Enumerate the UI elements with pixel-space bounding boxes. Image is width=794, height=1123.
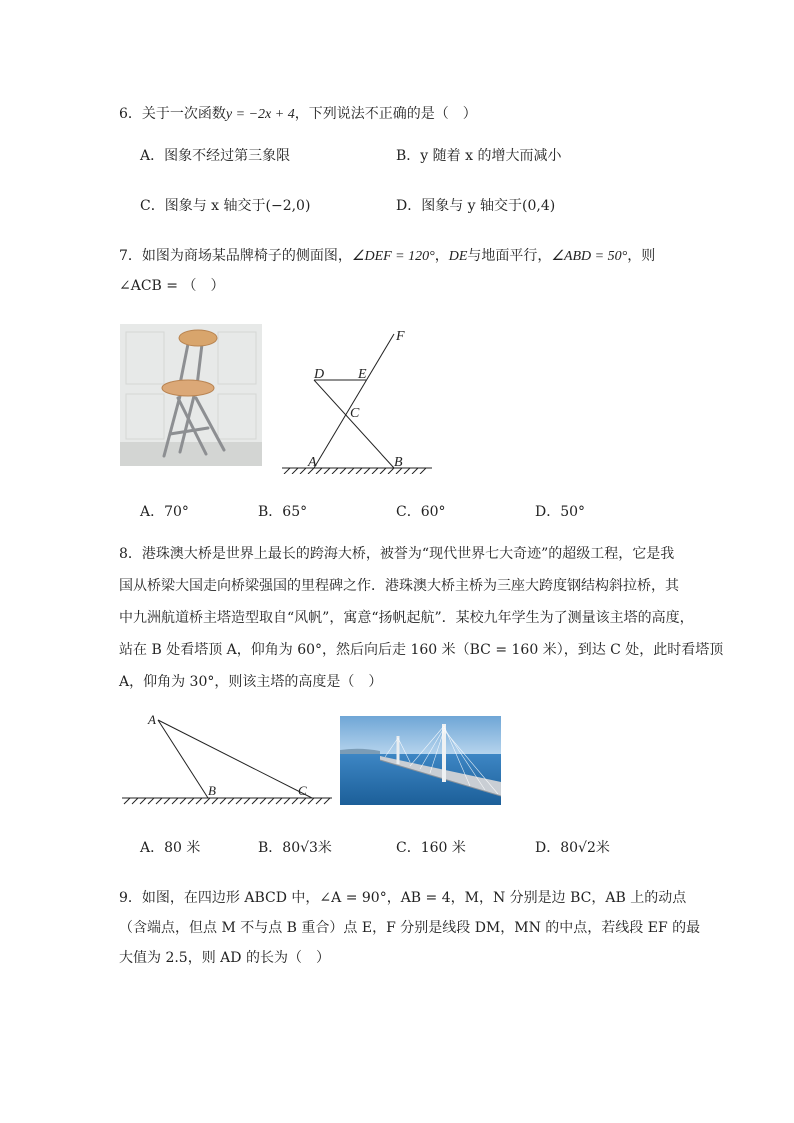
q6-formula: y = −2x + 4 [225, 107, 295, 122]
bridge-photo [340, 716, 501, 805]
q8-option-a: A．80 米 [140, 840, 201, 856]
q7-sep: ， [434, 248, 449, 264]
q7-option-d: D．50° [535, 504, 586, 520]
q7-de: DE [448, 249, 468, 264]
ground-hatching [124, 798, 330, 804]
label-c: C [298, 783, 307, 798]
label-b: B [208, 783, 216, 798]
q7-stem-line1 [119, 246, 655, 267]
label-a: A [308, 455, 317, 470]
q7-stem-line2: ∠ACB = （ ） [119, 278, 225, 294]
label-d: D [314, 367, 325, 382]
q6-text-b: ，下列说法不正确的是（ ） [294, 106, 477, 122]
q6-option-d: D．图象与 y 轴交于(0,4) [396, 198, 556, 214]
q7-angle-def: ∠DEF = 120° [351, 249, 435, 264]
q9-stem-line3: 大值为 2.5，则 AD 的长为（ ） [119, 950, 330, 966]
q8-stem-line3: 中九洲航道桥主塔造型取自“风帆”，寓意“扬帆起航”．某校九年学生为了测量该主塔的高度， [119, 610, 694, 626]
q6-option-c: C．图象与 x 轴交于(−2,0) [140, 198, 311, 214]
q9-stem-line1: 9．如图，在四边形 ABCD 中，∠A = 90°，AB = 4，M，N 分别是边 BC，AB 上的动点 [119, 890, 687, 906]
q7-option-a: A．70° [140, 504, 189, 520]
label-e: E [358, 367, 367, 382]
q8-stem-line4: 站在 B 处看塔顶 A，仰角为 60°，然后向后走 160 米（BC = 160 米），到达 C 处，此时看塔顶 [119, 642, 724, 658]
segment-db [314, 380, 394, 468]
segment-ab [158, 720, 208, 798]
segment-ac [158, 720, 312, 798]
q7-geometry-figure [276, 324, 436, 474]
chair-photo [120, 324, 262, 466]
label-a: A [148, 712, 156, 727]
q7-text-c: ，则 [627, 248, 656, 264]
label-f: F [396, 329, 405, 344]
ground-hatching [284, 468, 426, 474]
segment-af [314, 334, 394, 468]
q6-option-b: B．y 随着 x 的增大而减小 [396, 148, 562, 164]
q7-option-c: C．60° [396, 504, 446, 520]
q7-option-b: B．65° [258, 504, 308, 520]
bridge-illustration [340, 716, 501, 805]
q8-stem-line1: 8．港珠澳大桥是世界上最长的跨海大桥，被誉为“现代世界七大奇迹”的超级工程，它是我 [119, 546, 675, 562]
q8-stem-line2: 国从桥梁大国走向桥梁强国的里程碑之作．港珠澳大桥主桥为三座大跨度钢结构斜拉桥，其 [119, 578, 679, 594]
q7-text-b: 与地面平行， [467, 248, 552, 264]
q9-stem-line2: （含端点，但点 M 不与点 B 重合）点 E，F 分别是线段 DM，MN 的中点，若线段 EF 的最 [119, 920, 701, 936]
q6-text-a: 6．关于一次函数 [119, 106, 226, 122]
q7-angle-abd: ∠ABD = 50° [551, 249, 628, 264]
q8-stem-line5: A，仰角为 30°，则该主塔的高度是（ ） [119, 674, 383, 690]
chair-illustration [120, 324, 262, 466]
q7-text-a: 7．如图为商场某品牌椅子的侧面图， [119, 248, 352, 264]
label-b: B [394, 455, 403, 470]
q8-option-d: D．80√2米 [535, 840, 610, 856]
q8-triangle-figure [120, 712, 334, 812]
q6-stem [119, 104, 477, 125]
q6-option-a: A．图象不经过第三象限 [140, 148, 291, 164]
label-c: C [350, 406, 360, 421]
q8-option-c: C．160 米 [396, 840, 466, 856]
q8-option-b: B．80√3米 [258, 840, 332, 856]
